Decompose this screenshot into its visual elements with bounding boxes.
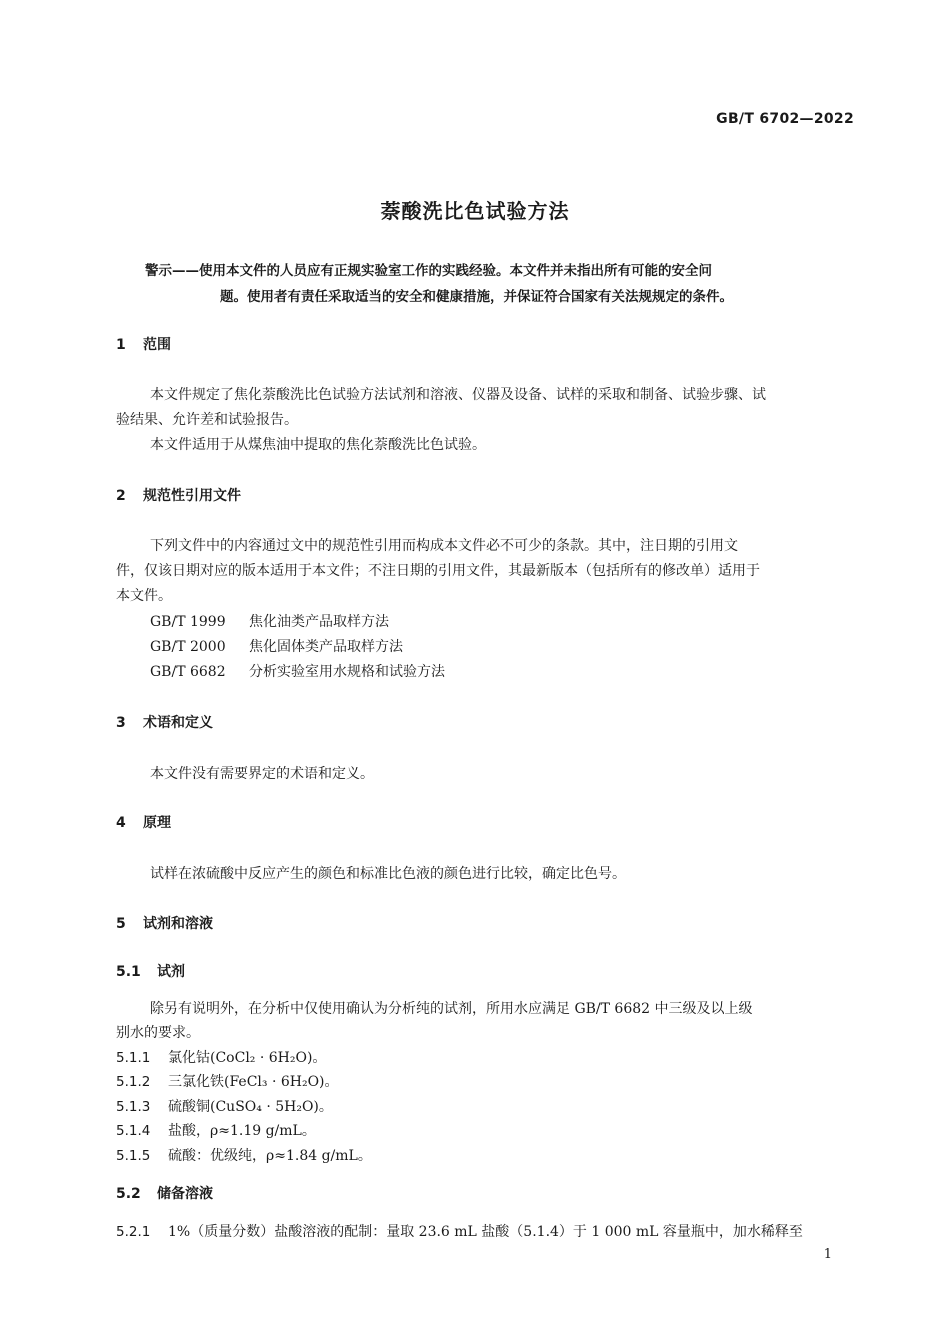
- reagents-paragraph-line-2: 别水的要求。: [116, 1025, 200, 1041]
- scope-paragraph-2: 本文件适用于从煤焦油中提取的焦化萘酸洗比色试验。: [150, 437, 486, 453]
- reference-code: GB/T 2000: [150, 639, 226, 655]
- reference-item: [150, 661, 445, 681]
- section-heading-terms: [116, 712, 213, 732]
- reference-code: GB/T 1999: [150, 614, 226, 630]
- item-number: 5.1.2: [116, 1074, 151, 1090]
- item-number: 5.1.1: [116, 1050, 151, 1066]
- subsection-number: 5.1: [116, 964, 141, 980]
- item-text: 1%（质量分数）盐酸溶液的配制：量取 23.6 mL 盐酸（5.1.4）于 1 000 mL 容量瓶中，加水稀释至: [168, 1224, 803, 1240]
- section-heading-normative-references: [116, 485, 241, 505]
- page-number: 1: [823, 1247, 832, 1262]
- section-heading-principle: [116, 812, 171, 832]
- reagent-item: [116, 1096, 333, 1116]
- section-number: 3: [116, 715, 126, 731]
- subsection-number: 5.2: [116, 1186, 141, 1202]
- section-title: 规范性引用文件: [143, 488, 241, 504]
- reference-name: 分析实验室用水规格和试验方法: [249, 664, 445, 680]
- section-number: 1: [116, 337, 126, 353]
- reference-item: [150, 636, 403, 656]
- section-number: 2: [116, 488, 126, 504]
- item-number: 5.1.3: [116, 1099, 151, 1115]
- section-title: 原理: [143, 815, 171, 831]
- reference-item: [150, 611, 389, 631]
- reagent-item: [116, 1145, 372, 1165]
- section-heading-reagents: [116, 913, 213, 933]
- item-text: 氯化钴(CoCl₂ · 6H₂O)。: [168, 1050, 327, 1066]
- reagent-item: [116, 1047, 326, 1067]
- item-text: 硫酸铜(CuSO₄ · 5H₂O)。: [168, 1099, 333, 1115]
- principle-paragraph: 试样在浓硫酸中反应产生的颜色和标准比色液的颜色进行比较，确定比色号。: [150, 866, 626, 882]
- item-number: 5.1.4: [116, 1123, 151, 1139]
- item-number: 5.1.5: [116, 1148, 151, 1164]
- references-paragraph-line-2: 件，仅该日期对应的版本适用于本文件；不注日期的引用文件，其最新版本（包括所有的修改单）适用于: [116, 563, 760, 579]
- reagents-paragraph-line-1: 除另有说明外，在分析中仅使用确认为分析纯的试剂，所用水应满足 GB/T 6682 中三级及以上级: [150, 1001, 753, 1017]
- scope-paragraph-line-2: 验结果、允许差和试验报告。: [116, 412, 298, 428]
- item-text: 盐酸，ρ≈1.19 g/mL。: [168, 1123, 316, 1139]
- stock-solution-item: [116, 1221, 803, 1241]
- section-heading-scope: [116, 334, 171, 354]
- warning-line-1: 警示——使用本文件的人员应有正规实验室工作的实践经验。本文件并未指出所有可能的安全问: [145, 263, 712, 279]
- section-title: 范围: [143, 337, 171, 353]
- section-number: 5: [116, 916, 126, 932]
- item-text: 三氯化铁(FeCl₃ · 6H₂O)。: [168, 1074, 339, 1090]
- safety-warning: [145, 258, 857, 310]
- standard-number: GB/T 6702—2022: [716, 111, 854, 127]
- subsection-title: 储备溶液: [157, 1186, 213, 1202]
- reference-code: GB/T 6682: [150, 664, 226, 680]
- references-paragraph-line-1: 下列文件中的内容通过文中的规范性引用而构成本文件必不可少的条款。其中，注日期的引用文: [150, 538, 738, 554]
- section-title: 术语和定义: [143, 715, 213, 731]
- subsection-title: 试剂: [157, 964, 185, 980]
- terms-paragraph: 本文件没有需要界定的术语和定义。: [150, 766, 374, 782]
- scope-paragraph-line-1: 本文件规定了焦化萘酸洗比色试验方法试剂和溶液、仪器及设备、试样的采取和制备、试验步骤、试: [150, 387, 766, 403]
- reagent-item: [116, 1120, 316, 1140]
- subsection-heading-reagents: [116, 961, 185, 981]
- section-number: 4: [116, 815, 126, 831]
- item-number: 5.2.1: [116, 1224, 151, 1240]
- subsection-heading-stock-solutions: [116, 1183, 213, 1203]
- references-paragraph-line-3: 本文件。: [116, 588, 172, 604]
- document-title: 萘酸洗比色试验方法: [380, 199, 570, 223]
- item-text: 硫酸：优级纯，ρ≈1.84 g/mL。: [168, 1148, 372, 1164]
- reference-name: 焦化固体类产品取样方法: [249, 639, 403, 655]
- reference-name: 焦化油类产品取样方法: [249, 614, 389, 630]
- section-title: 试剂和溶液: [143, 916, 213, 932]
- reagent-item: [116, 1071, 339, 1091]
- warning-line-2: 题。使用者有责任采取适当的安全和健康措施，并保证符合国家有关法规规定的条件。: [220, 289, 733, 305]
